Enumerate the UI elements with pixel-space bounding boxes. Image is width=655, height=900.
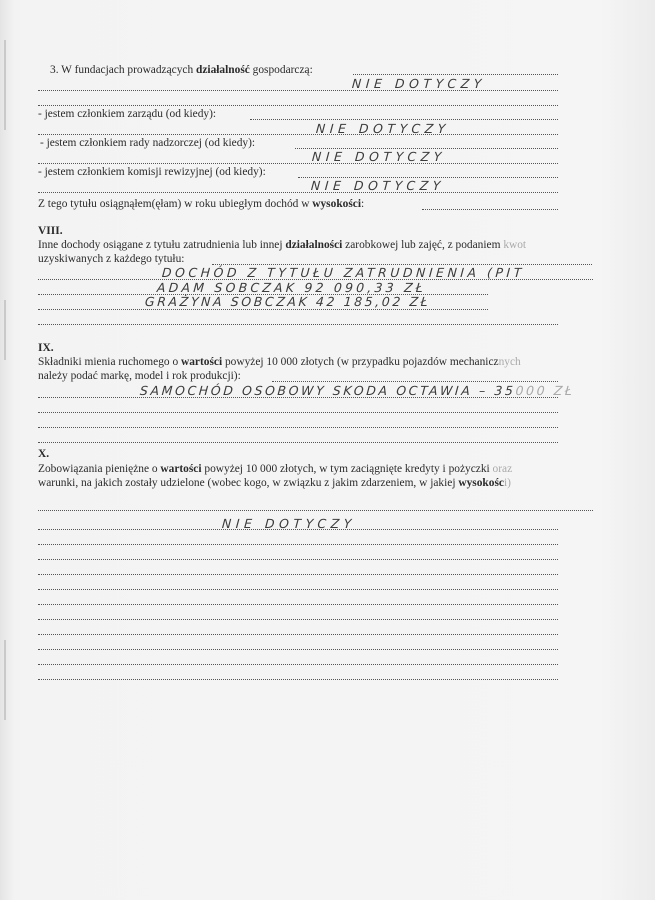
section-description: Składniki mienia ruchomego o wartości powyżej 10 000 złotych (w przypadku pojazdów mechanicznych	[38, 356, 521, 368]
dotted-line	[38, 618, 558, 620]
section-heading: X.	[38, 448, 50, 460]
dotted-line	[422, 208, 558, 210]
section-description: Zobowiązania pieniężne o wartości powyżej 10 000 złotych, w tym zaciągnięte kredyty i pożyczki oraz	[38, 463, 513, 475]
dotted-line	[38, 678, 558, 680]
handwritten-answer: DOCHÓD Z TYTUŁU ZATRUDNIENIA (PIT	[161, 265, 526, 280]
dotted-line	[38, 411, 558, 413]
handwritten-answer: ADAM SOBCZAK 92 090,33 ZŁ	[156, 280, 427, 295]
dotted-line	[353, 73, 558, 75]
dotted-line	[38, 558, 558, 560]
handwritten-answer: GRAŻYNA SOBCZAK 42 185,02 ZŁ	[144, 294, 431, 309]
income-label: Z tego tytułu osiągnąłem(ęłam) w roku ubiegłym dochód w wysokości:	[38, 198, 365, 210]
section-heading: IX.	[38, 342, 54, 354]
dotted-line	[38, 323, 558, 325]
section-heading: VIII.	[38, 225, 63, 237]
scan-edge-mark	[4, 40, 6, 130]
dotted-line	[38, 648, 558, 650]
handwritten-answer: NIE DOTYCZY	[221, 516, 357, 531]
dotted-line	[38, 441, 558, 443]
section-description: warunki, na jakich zostały udzielone (wobec kogo, w związku z jakim zdarzeniem, w jakiej wysokości)	[38, 477, 511, 489]
dotted-line	[38, 104, 558, 106]
section-description: Inne dochody osiągane z tytułu zatrudnienia lub innej działalności zarobkowej lub zajęć, z podaniem kwot	[38, 239, 527, 251]
supervisory-member-label: - jestem członkiem rady nadzorczej (od kiedy):	[40, 137, 256, 149]
dotted-line	[38, 528, 558, 530]
dotted-line	[38, 543, 558, 545]
dotted-line	[38, 133, 558, 135]
fundations-question: 3. W fundacjach prowadzących działalność gospodarczą:	[50, 64, 313, 76]
dotted-line	[250, 118, 558, 120]
section-description: uzyskiwanych z każdego tytułu:	[38, 253, 185, 265]
dotted-line	[38, 588, 558, 590]
scan-edge-mark	[4, 640, 6, 720]
section-description: należy podać markę, model i rok produkcji):	[38, 370, 241, 382]
board-member-label: - jestem członkiem zarządu (od kiedy):	[38, 108, 217, 120]
audit-member-label: - jestem członkiem komisji rewizyjnej (od kiedy):	[38, 166, 266, 178]
handwritten-answer: NIE DOTYCZY	[351, 76, 487, 91]
handwritten-answer: NIE DOTYCZY	[315, 121, 451, 136]
dotted-line	[38, 191, 558, 193]
dotted-line	[38, 162, 558, 164]
dotted-line	[38, 509, 593, 511]
handwritten-answer: SAMOCHÓD OSOBOWY SKODA OCTAWIA – 35000 ZŁ	[139, 383, 576, 398]
dotted-line	[38, 573, 558, 575]
dotted-line	[272, 380, 558, 382]
handwritten-answer: NIE DOTYCZY	[311, 149, 447, 164]
dotted-line	[38, 633, 558, 635]
dotted-line	[38, 426, 558, 428]
dotted-line	[38, 603, 558, 605]
scan-edge-mark	[4, 300, 6, 360]
dotted-line	[38, 663, 558, 665]
handwritten-answer: NIE DOTYCZY	[310, 178, 446, 193]
